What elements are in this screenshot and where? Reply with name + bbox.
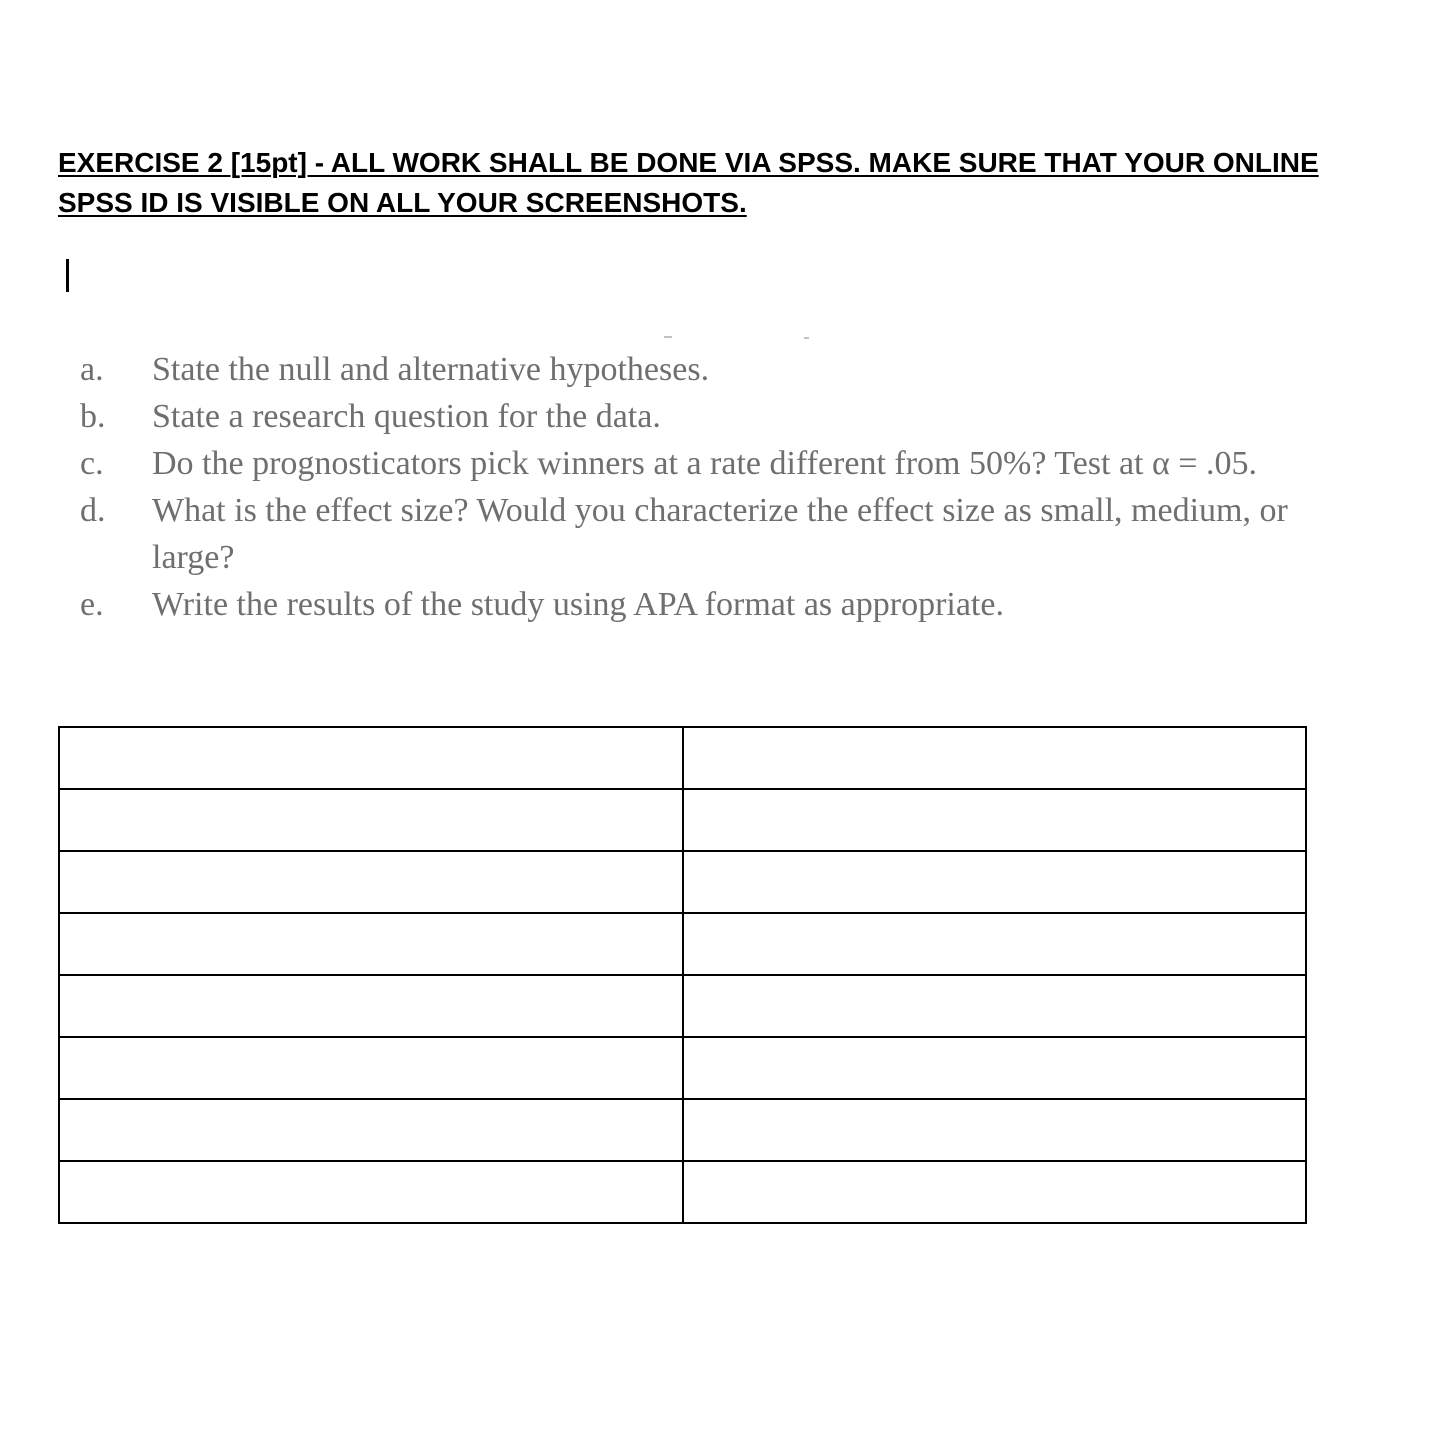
- table-cell[interactable]: [59, 727, 683, 789]
- question-text: Do the prognosticators pick winners at a rate different from 50%? Test at α = .05.: [152, 445, 1257, 482]
- table-cell[interactable]: [59, 789, 683, 851]
- table-cell[interactable]: [683, 1161, 1307, 1223]
- table-row: [59, 789, 1306, 851]
- question-text: State a research question for the data.: [152, 398, 661, 435]
- table-row: [59, 851, 1306, 913]
- table-row: [59, 913, 1306, 975]
- table-row: [59, 1037, 1306, 1099]
- table-cell[interactable]: [683, 975, 1307, 1037]
- table-cell[interactable]: [683, 789, 1307, 851]
- question-c: [80, 440, 1330, 487]
- question-letter: a.: [80, 351, 104, 388]
- question-d: [80, 487, 1330, 581]
- question-letter: c.: [80, 445, 104, 482]
- table-cell[interactable]: [683, 851, 1307, 913]
- scan-artifact: [804, 337, 809, 339]
- question-text: What is the effect size? Would you characterize the effect size as small, medium, or large?: [152, 492, 1288, 576]
- question-letter: e.: [80, 586, 104, 623]
- table-cell[interactable]: [59, 975, 683, 1037]
- table-cell[interactable]: [683, 913, 1307, 975]
- question-text: Write the results of the study using APA format as appropriate.: [152, 586, 1004, 623]
- table-cell[interactable]: [59, 1161, 683, 1223]
- table-cell[interactable]: [683, 1037, 1307, 1099]
- question-e: [80, 581, 1330, 628]
- table-cell[interactable]: [59, 1099, 683, 1161]
- question-letter: b.: [80, 398, 106, 435]
- question-a: [80, 346, 1330, 393]
- table-row: [59, 1161, 1306, 1223]
- table-cell[interactable]: [683, 1099, 1307, 1161]
- scan-artifact: [664, 336, 672, 338]
- question-b: [80, 393, 1330, 440]
- table-row: [59, 1099, 1306, 1161]
- table-cell[interactable]: [683, 727, 1307, 789]
- question-list: [80, 346, 1330, 628]
- table-cell[interactable]: [59, 1037, 683, 1099]
- answer-table: [58, 726, 1307, 1224]
- question-letter: d.: [80, 492, 106, 529]
- answer-table-body: [59, 727, 1306, 1223]
- table-row: [59, 727, 1306, 789]
- text-cursor: [66, 259, 69, 292]
- exercise-heading: EXERCISE 2 [15pt] - ALL WORK SHALL BE DONE VIA SPSS. MAKE SURE THAT YOUR ONLINE SPSS ID IS VISIBLE ON ALL YOUR SCREENSHOTS.: [58, 147, 1319, 218]
- table-row: [59, 975, 1306, 1037]
- table-cell[interactable]: [59, 913, 683, 975]
- question-text: State the null and alternative hypotheses.: [152, 351, 710, 388]
- table-cell[interactable]: [59, 851, 683, 913]
